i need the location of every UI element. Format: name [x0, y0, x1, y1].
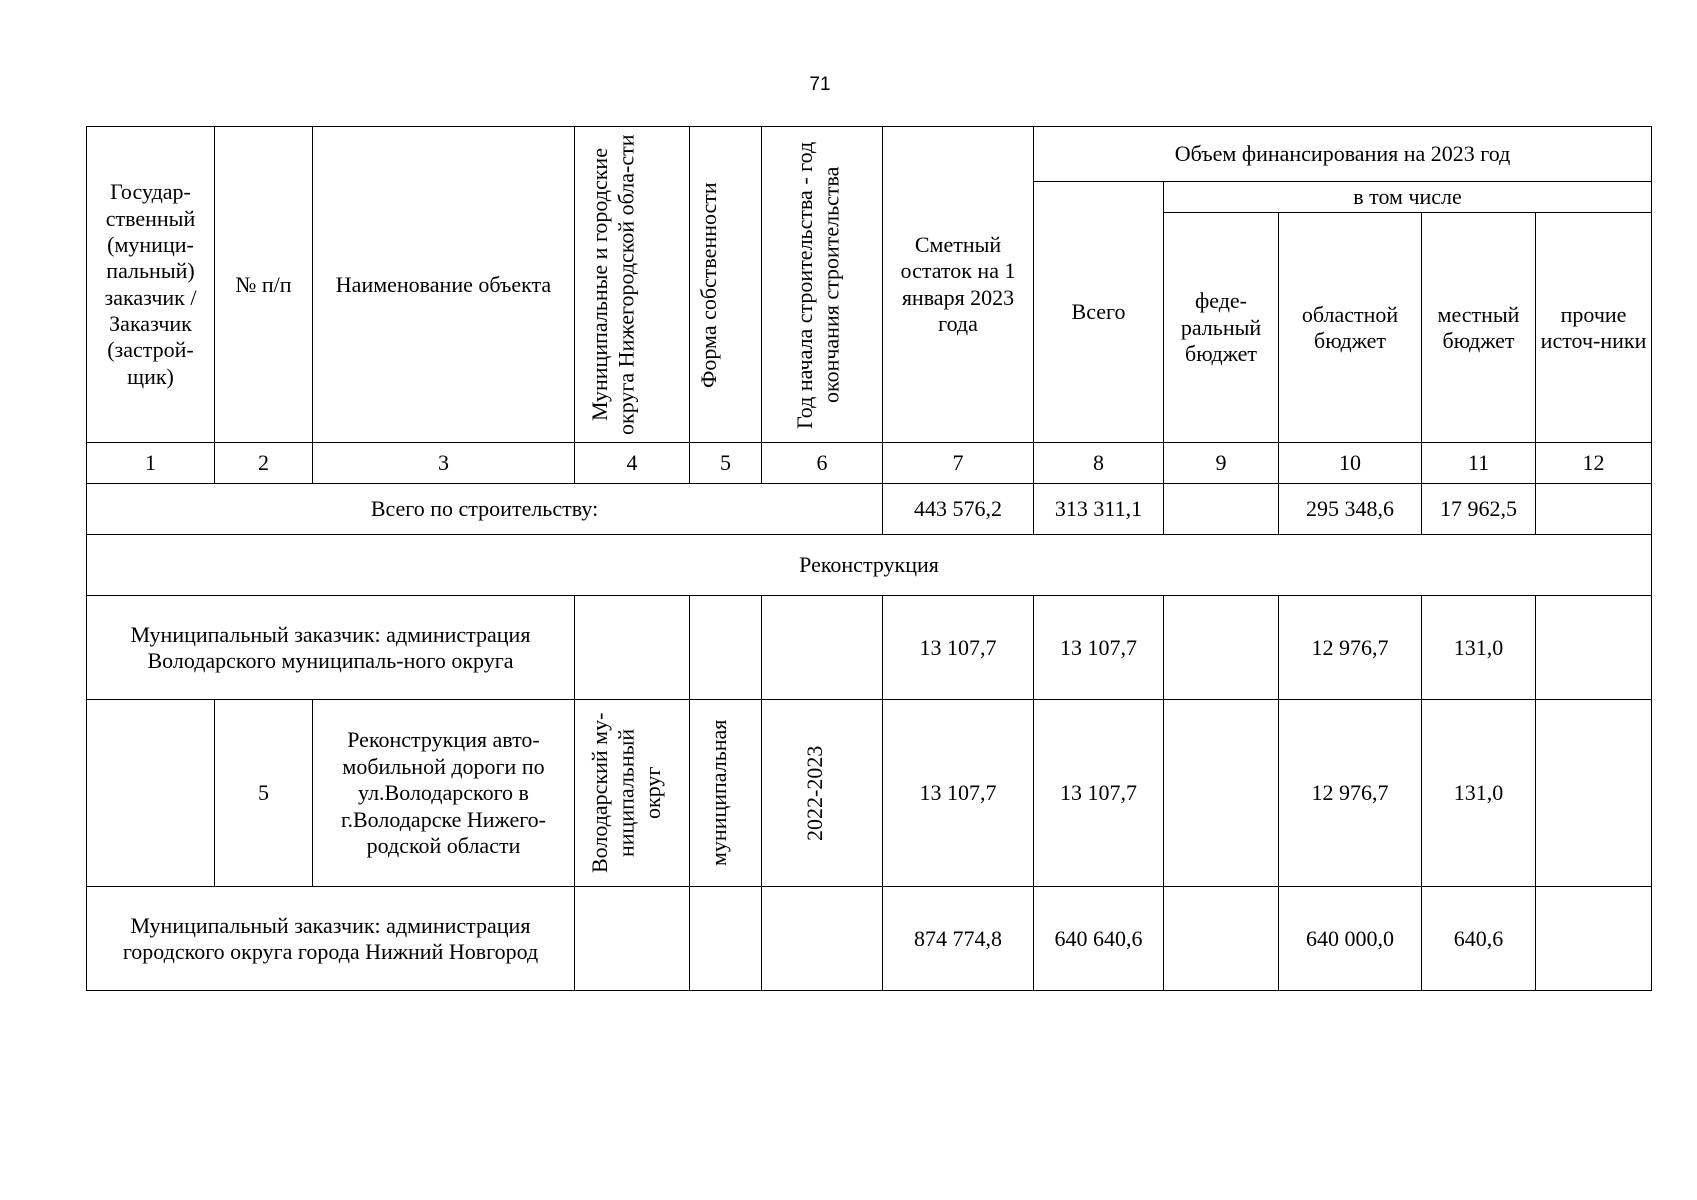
header-federal: феде-ральный бюджет [1164, 213, 1279, 443]
column-number: 1 [87, 443, 215, 484]
object-name: Реконструкция авто-мобильной дороги по ул.Володарского в г.Володарске Нижего-родской области [313, 700, 575, 887]
header-other: прочие источ-ники [1536, 213, 1652, 443]
empty-cell [762, 596, 883, 700]
header-ownership: Форма собственности [695, 181, 721, 388]
customer-total: 640 640,6 [1034, 887, 1164, 991]
column-number: 7 [883, 443, 1034, 484]
object-other [1536, 700, 1652, 887]
customer-local: 131,0 [1422, 596, 1536, 700]
customer-regional: 12 976,7 [1279, 596, 1422, 700]
customer-local: 640,6 [1422, 887, 1536, 991]
column-number: 5 [690, 443, 762, 484]
header-local: местный бюджет [1422, 213, 1536, 443]
page-number: 71 [809, 74, 831, 95]
financing-table [86, 126, 1652, 991]
object-total: 13 107,7 [1034, 700, 1164, 887]
total-other [1536, 484, 1652, 535]
column-number: 10 [1279, 443, 1422, 484]
customer-balance: 13 107,7 [883, 596, 1034, 700]
total-local: 17 962,5 [1422, 484, 1536, 535]
header-total: Всего [1034, 182, 1164, 443]
customer-label: Муниципальный заказчик: администрация Володарского муниципаль-ного округа [87, 596, 575, 700]
header-including: в том числе [1164, 182, 1652, 213]
object-years: 2022-2023 [802, 745, 827, 842]
section-title: Реконструкция [87, 535, 1652, 596]
customer-regional: 640 000,0 [1279, 887, 1422, 991]
customer-total: 13 107,7 [1034, 596, 1164, 700]
empty-cell [575, 887, 690, 991]
section-row [87, 535, 1652, 596]
customer-federal [1164, 887, 1279, 991]
header-years: Год начала строительства - год окончания строительства [792, 141, 844, 429]
object-ownership: муниципальная [705, 720, 731, 867]
header-object-name: Наименование объекта [313, 127, 575, 443]
empty-cell [87, 700, 215, 887]
object-ownership-cell [690, 700, 762, 887]
empty-cell [762, 887, 883, 991]
customer-other [1536, 596, 1652, 700]
object-municipality: Володарский му-ниципальный округ [587, 713, 665, 874]
column-number: 2 [215, 443, 313, 484]
object-municipality-cell [575, 700, 690, 887]
object-regional: 12 976,7 [1279, 700, 1422, 887]
customer-row-nizhny-novgorod [87, 887, 1652, 991]
header-customer: Государ-ственный (муници-пальный) заказчик / Заказчик (застрой-щик) [87, 127, 215, 443]
column-number: 11 [1422, 443, 1536, 484]
total-total: 313 311,1 [1034, 484, 1164, 535]
header-funding-title: Объем финансирования на 2023 год [1034, 127, 1652, 182]
object-balance: 13 107,7 [883, 700, 1034, 887]
header-municipalities-cell [575, 127, 690, 443]
total-label: Всего по строительству: [87, 484, 883, 535]
customer-federal [1164, 596, 1279, 700]
empty-cell [575, 596, 690, 700]
header-row-1 [87, 127, 1652, 182]
empty-cell [690, 887, 762, 991]
column-number: 6 [762, 443, 883, 484]
total-row [87, 484, 1652, 535]
object-num: 5 [215, 700, 313, 887]
customer-label: Муниципальный заказчик: администрация городского округа города Нижний Новгород [87, 887, 575, 991]
column-number: 4 [575, 443, 690, 484]
header-balance: Сметный остаток на 1 января 2023 года [883, 127, 1034, 443]
column-number: 3 [313, 443, 575, 484]
total-balance: 443 576,2 [883, 484, 1034, 535]
total-federal [1164, 484, 1279, 535]
header-years-cell [762, 127, 883, 443]
object-federal [1164, 700, 1279, 887]
object-local: 131,0 [1422, 700, 1536, 887]
header-ownership-cell [690, 127, 762, 443]
customer-row-volodarsky [87, 596, 1652, 700]
object-row [87, 700, 1652, 887]
column-number-row [87, 443, 1652, 484]
object-years-cell [762, 700, 883, 887]
empty-cell [690, 596, 762, 700]
header-num: № п/п [215, 127, 313, 443]
header-municipalities: Муниципальные и городские округа Нижегородской обла-сти [587, 134, 639, 435]
column-number: 12 [1536, 443, 1652, 484]
column-number: 8 [1034, 443, 1164, 484]
column-number: 9 [1164, 443, 1279, 484]
customer-other [1536, 887, 1652, 991]
customer-balance: 874 774,8 [883, 887, 1034, 991]
total-regional: 295 348,6 [1279, 484, 1422, 535]
header-regional: областной бюджет [1279, 213, 1422, 443]
